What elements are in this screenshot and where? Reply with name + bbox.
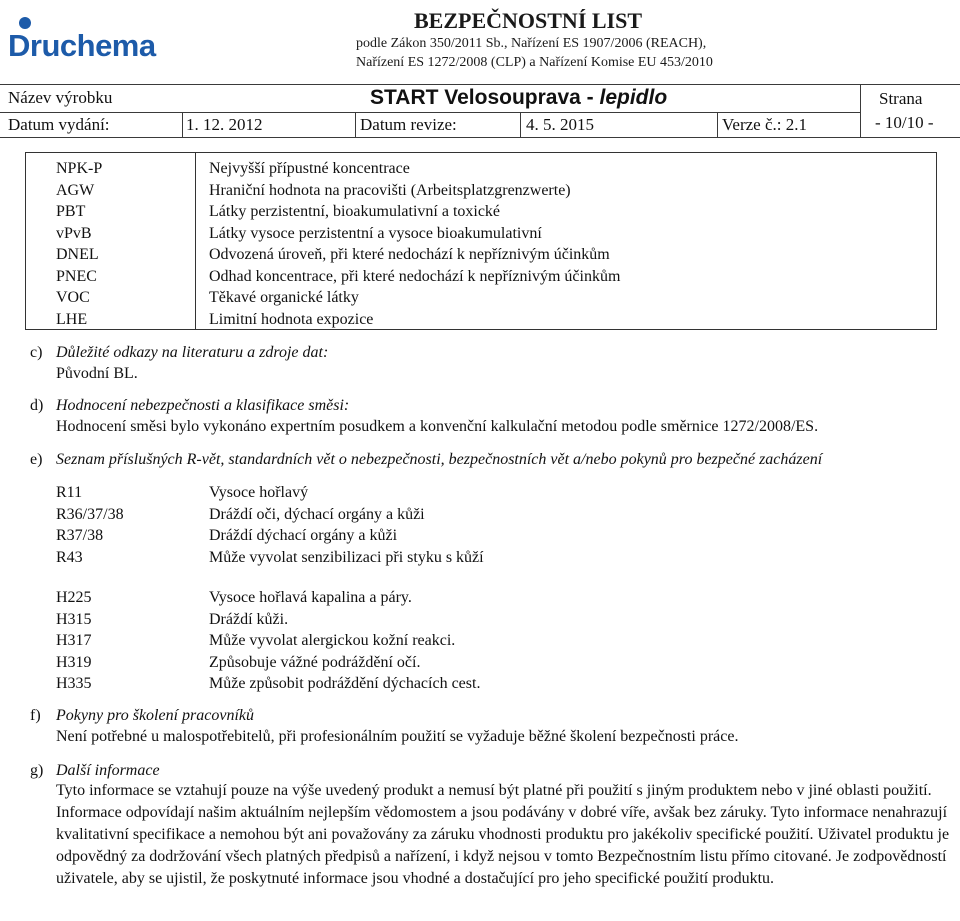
- document-title: BEZPEČNOSTNÍ LIST: [414, 8, 643, 33]
- r-phrase-text: Vysoce hořlavý: [209, 484, 309, 501]
- section-d-body: Hodnocení směsi bylo vykonáno expertním posudkem a konvenční kalkulační metodou podle směrnice 1272/2008/ES.: [56, 418, 819, 435]
- legal-line-1: podle Zákon 350/2011 Sb., Nařízení ES 1907/2006 (REACH),: [356, 36, 707, 51]
- h-phrase-code: H315: [56, 610, 92, 628]
- revision-date-label: Datum revize:: [360, 115, 457, 134]
- r-phrase-code: R11: [56, 484, 83, 501]
- revision-date-value: 4. 5. 2015: [526, 115, 594, 134]
- abbrev-text: Těkavé organické látky: [209, 289, 359, 306]
- issue-date-label: Datum vydání:: [8, 115, 110, 134]
- r-phrase-code: R37/38: [56, 527, 104, 544]
- section-f-body: Není potřebné u malospotřebitelů, při profesionálním použití se vyžaduje běžné školení bezpečnosti práce.: [56, 728, 739, 745]
- header-separator-3: [520, 113, 521, 137]
- r-phrase-text: Může vyvolat senzibilizaci při styku s kůží: [209, 548, 484, 566]
- section-g-body: Tyto informace se vztahují pouze na výše uvedený produkt a nemusí být platné při použití s jiným produktem nebo v jiné oblasti použití. Informace odpovídají našim aktuálním nejlepším vědomostem a jsou podávány v dobré víře, avšak bez záruky. Tyto informace nenahrazují kvalitativní specifikace a nemohou být ani považovány za záruku vhodnosti produktu pro jakékoliv specifické použití. Uživatel produktu je odpovědný za dodržování všech platných předpisů a nařízení, i když nejsou v tomto Bezpečnostním listu přímo citované. Je zodpovědností uživatele, aby se ujistil, že poskytnuté informace jsou vhodné a dostačující pro jeho specifické použití produktu.: [56, 782, 950, 887]
- h-phrase-text: Vysoce hořlavá kapalina a páry.: [209, 589, 412, 606]
- abbrev-table-right-border: [936, 152, 937, 330]
- page-label: Strana: [879, 89, 923, 108]
- product-name-italic: lepidlo: [599, 86, 668, 109]
- h-phrase-text: Může způsobit podráždění dýchacích cest.: [209, 675, 481, 692]
- r-phrase-code: R36/37/38: [56, 505, 124, 523]
- abbrev-text: Látky perzistentní, bioakumulativní a toxické: [209, 203, 501, 220]
- section-d-marker: d): [30, 397, 44, 414]
- section-e-marker: e): [30, 451, 43, 468]
- abbrev-text: Nejvyšší přípustné koncentrace: [209, 160, 410, 177]
- version-label: Verze č.: 2.1: [722, 115, 807, 134]
- r-phrase-text: Dráždí dýchací orgány a kůži: [209, 527, 398, 544]
- h-phrase-codes: [56, 587, 92, 695]
- section-f-marker: f): [30, 707, 41, 724]
- h-phrase-code: H335: [56, 675, 92, 692]
- abbrev-text: Hraniční hodnota na pracovišti (Arbeitsplatzgrenzwerte): [209, 181, 571, 199]
- product-name: [370, 86, 667, 110]
- h-phrase-texts: [209, 587, 480, 695]
- abbrev-code: vPvB: [56, 224, 92, 242]
- header-divider-mid: [0, 112, 860, 113]
- abbrev-code: PNEC: [56, 267, 97, 285]
- header-separator-1: [182, 113, 183, 137]
- issue-date-value: 1. 12. 2012: [186, 115, 263, 134]
- section-c-marker: c): [30, 344, 43, 361]
- h-phrase-text: Může vyvolat alergickou kožní reakci.: [209, 632, 456, 649]
- product-label: Název výrobku: [8, 88, 113, 107]
- abbrev-code: DNEL: [56, 246, 99, 263]
- logo-text: Druchema: [8, 28, 156, 63]
- h-phrase-text: Způsobuje vážné podráždění očí.: [209, 653, 421, 671]
- section-g-marker: g): [30, 762, 44, 779]
- header-separator-4: [717, 113, 718, 137]
- header-divider-bottom: [0, 137, 960, 138]
- abbrev-descriptions: [209, 158, 620, 330]
- section-d-heading: Hodnocení nebezpečnosti a klasifikace směsi:: [56, 397, 350, 414]
- h-phrase-text: Dráždí kůži.: [209, 610, 289, 628]
- r-phrase-text: Dráždí oči, dýchací orgány a kůži: [209, 505, 425, 523]
- page-number: - 10/10 -: [875, 113, 934, 132]
- header-separator-2: [355, 113, 356, 137]
- product-name-plain: START Velosouprava -: [370, 86, 600, 109]
- h-phrase-code: H225: [56, 589, 92, 606]
- r-phrase-code: R43: [56, 548, 83, 566]
- druchema-logo: [8, 22, 156, 72]
- legal-line-2: Nařízení ES 1272/2008 (CLP) a Nařízení Komise EU 453/2010: [356, 55, 713, 70]
- abbrev-codes: [56, 158, 102, 330]
- abbrev-text: Látky vysoce perzistentní a vysoce bioakumulativní: [209, 224, 542, 242]
- r-phrase-codes: [56, 482, 124, 568]
- header-divider-top: [0, 84, 960, 85]
- section-c-heading: Důležité odkazy na literaturu a zdroje dat:: [56, 344, 329, 361]
- abbrev-code: AGW: [56, 181, 95, 199]
- abbrev-code: NPK-P: [56, 160, 103, 177]
- h-phrase-code: H317: [56, 632, 92, 649]
- section-f-heading: Pokyny pro školení pracovníků: [56, 707, 255, 724]
- h-phrase-code: H319: [56, 653, 92, 671]
- abbrev-code: PBT: [56, 203, 86, 220]
- section-e-heading: Seznam příslušných R-vět, standardních vět o nebezpečnosti, bezpečnostních vět a/nebo pokynů pro bezpečné zacházení: [56, 451, 823, 468]
- section-c-body: Původní BL.: [56, 365, 138, 382]
- abbrev-text: Odhad koncentrace, při které nedochází k nepříznivým účinkům: [209, 267, 621, 285]
- abbrev-text: Limitní hodnota expozice: [209, 310, 374, 328]
- abbrev-table-left-border: [25, 152, 26, 330]
- abbrev-code: LHE: [56, 310, 88, 328]
- r-phrase-texts: [209, 482, 484, 568]
- abbrev-text: Odvozená úroveň, při které nedochází k nepříznivým účinkům: [209, 246, 610, 263]
- abbrev-code: VOC: [56, 289, 90, 306]
- section-g-heading: Další informace: [56, 762, 160, 779]
- abbrev-table-mid-border: [195, 152, 196, 330]
- abbrev-table-top-border: [25, 152, 937, 153]
- header-separator-5: [860, 84, 861, 137]
